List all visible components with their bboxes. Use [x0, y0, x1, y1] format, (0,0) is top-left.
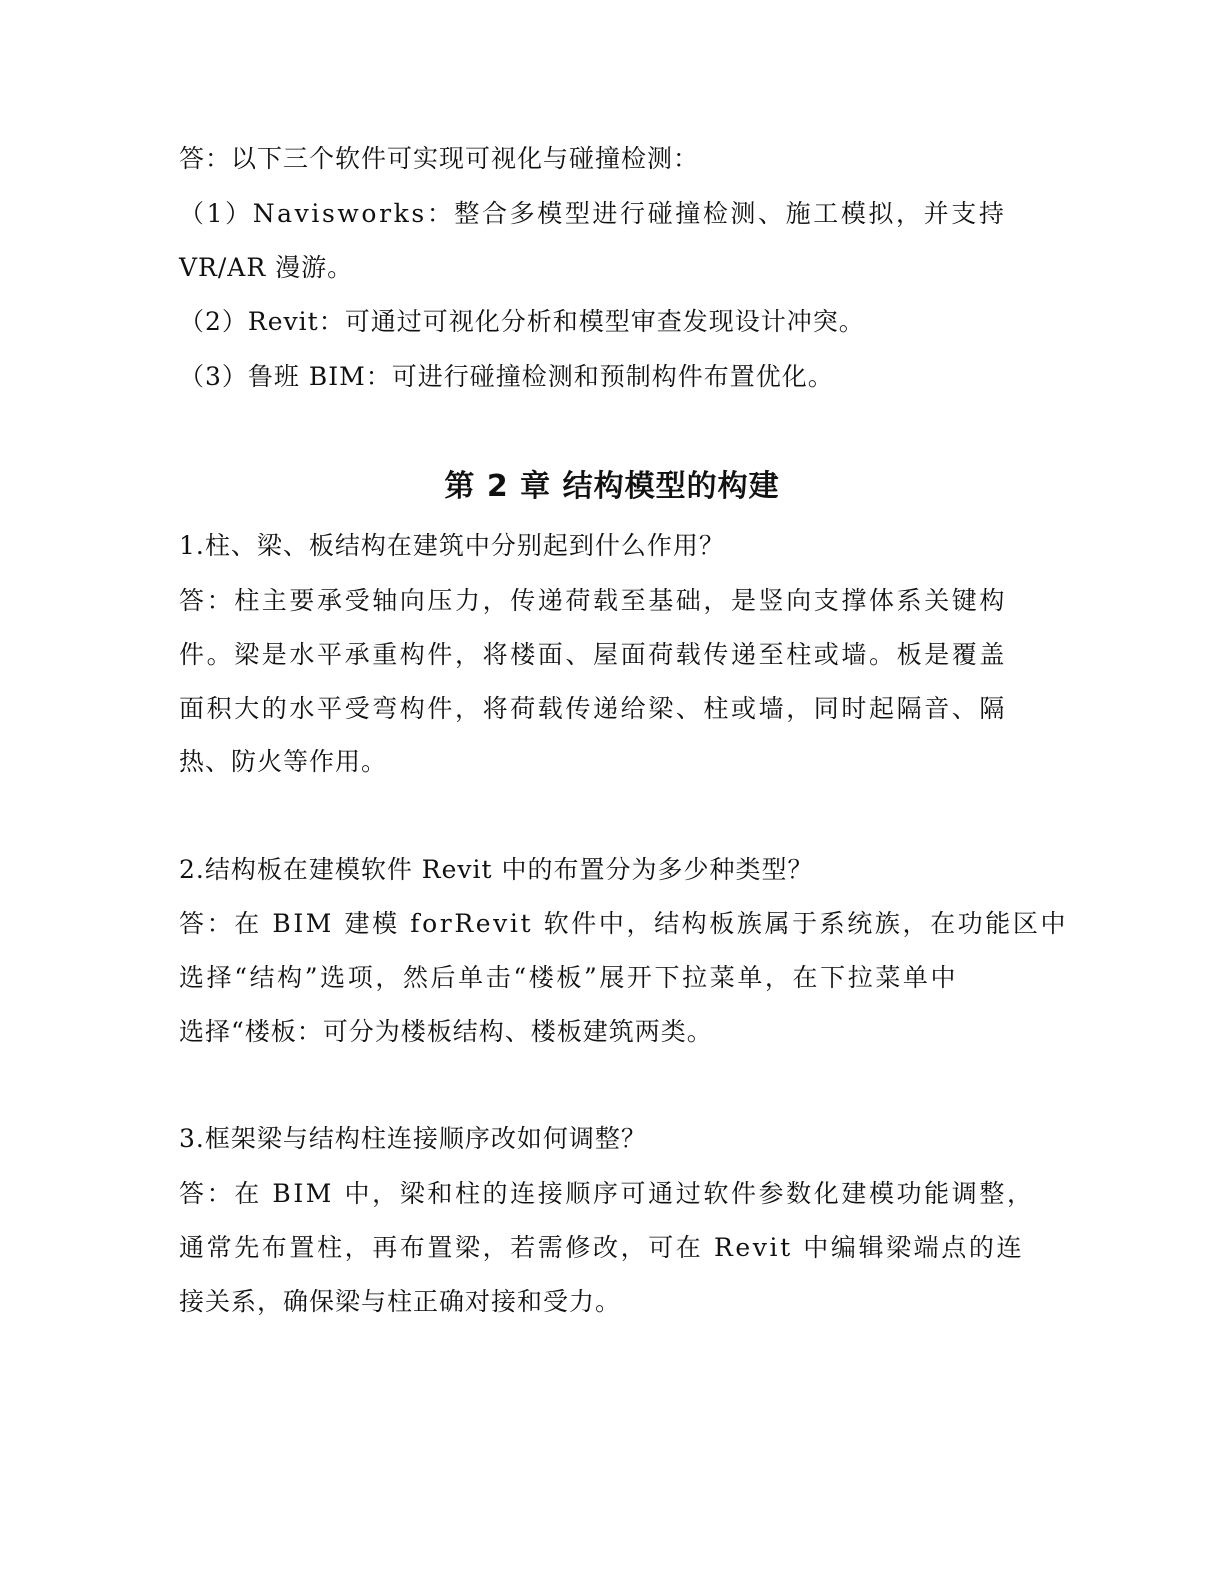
- question-2: 2.结构板在建模软件 Revit 中的布置分为多少种类型？: [179, 855, 814, 884]
- answer-3-line-3: 接关系，确保梁与柱正确对接和受力。: [179, 1287, 622, 1316]
- answer-2-line-1: 答：在 BIM 建模 forRevit 软件中，结构板族属于系统族，在功能区中: [179, 909, 1069, 938]
- answer-item-1-line-1: （1）Navisworks：整合多模型进行碰撞检测、施工模拟，并支持: [179, 199, 1007, 228]
- answer-2-line-2: 选择“结构”选项，然后单击“楼板”展开下拉菜单，在下拉菜单中: [179, 963, 959, 992]
- answer-1-line-3: 面积大的水平受弯构件，将荷载传递给梁、柱或墙，同时起隔音、隔: [179, 694, 1008, 723]
- answer-3-line-2: 通常先布置柱，再布置梁，若需修改，可在 Revit 中编辑梁端点的连: [179, 1233, 1025, 1262]
- question-1: 1.柱、梁、板结构在建筑中分别起到什么作用？: [179, 531, 725, 560]
- answer-1-line-4: 热、防火等作用。: [179, 747, 388, 776]
- answer-item-3: （3）鲁班 BIM：可进行碰撞检测和预制构件布置优化。: [179, 362, 834, 391]
- answer-1-line-2: 件。梁是水平承重构件，将楼面、屋面荷载传递至柱或墙。板是覆盖: [179, 640, 1008, 669]
- answer-2-line-3: 选择“楼板：可分为楼板结构、楼板建筑两类。: [179, 1017, 713, 1046]
- answer-intro: 答：以下三个软件可实现可视化与碰撞检测：: [179, 144, 700, 173]
- answer-item-2: （2）Revit：可通过可视化分析和模型审查发现设计冲突。: [179, 307, 865, 336]
- answer-1-line-1: 答：柱主要承受轴向压力，传递荷载至基础，是竖向支撑体系关键构: [179, 586, 1008, 615]
- answer-item-1-line-2: VR/AR 漫游。: [179, 253, 354, 282]
- question-3: 3.框架梁与结构柱连接顺序改如何调整？: [179, 1124, 647, 1153]
- answer-3-line-1: 答：在 BIM 中，梁和柱的连接顺序可通过软件参数化建模功能调整，: [179, 1179, 1035, 1208]
- chapter-heading: 第 2 章 结构模型的构建: [444, 469, 780, 504]
